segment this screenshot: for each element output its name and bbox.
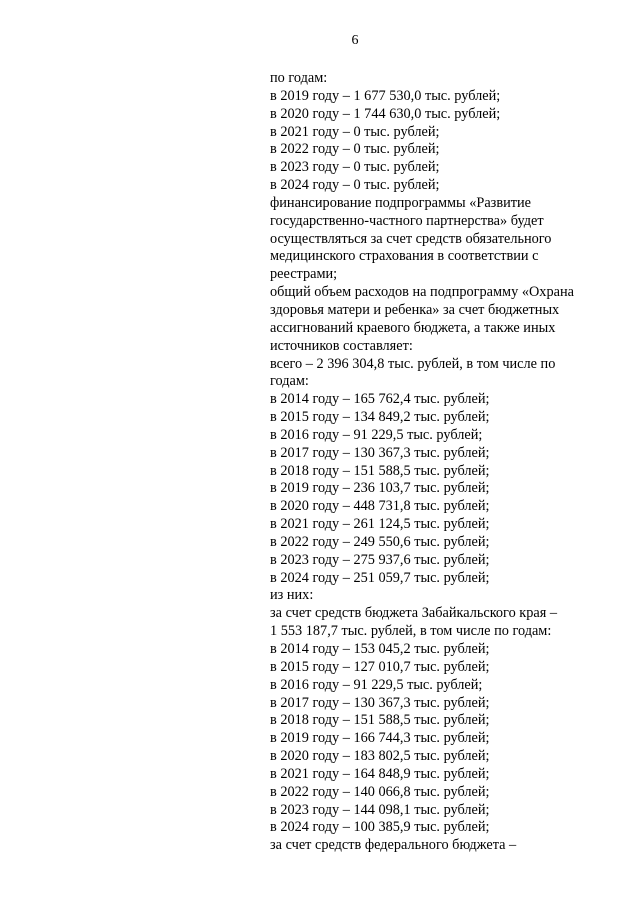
text-line: в 2016 году – 91 229,5 тыс. рублей; <box>270 676 483 693</box>
text-line: в 2015 году – 127 010,7 тыс. рублей; <box>270 658 490 675</box>
text-line: всего – 2 396 304,8 тыс. рублей, в том числе по <box>270 355 556 372</box>
text-line: государственно-частного партнерства» будет <box>270 212 544 229</box>
text-line: в 2022 году – 0 тыс. рублей; <box>270 141 440 158</box>
text-line: по годам: <box>270 70 328 86</box>
text-line: за счет средств федерального бюджета – <box>270 837 517 854</box>
page-number: 6 <box>351 33 359 48</box>
text-line: 1 553 187,7 тыс. рублей, в том числе по годам: <box>270 623 552 640</box>
text-line: в 2020 году – 448 731,8 тыс. рублей; <box>270 498 490 515</box>
text-line: в 2019 году – 236 103,7 тыс. рублей; <box>270 480 490 497</box>
text-line: в 2018 году – 151 588,5 тыс. рублей; <box>270 712 490 729</box>
text-line: ассигнований краевого бюджета, а также иных <box>270 319 556 336</box>
text-line: в 2023 году – 0 тыс. рублей; <box>270 159 440 176</box>
text-line: из них: <box>270 587 314 604</box>
text-line: в 2019 году – 1 677 530,0 тыс. рублей; <box>270 87 501 104</box>
text-line: осуществляться за счет средств обязательного <box>270 230 552 247</box>
text-line: в 2021 году – 0 тыс. рублей; <box>270 123 440 140</box>
document-body <box>270 70 590 855</box>
text-line: общий объем расходов на подпрограмму «Охрана <box>270 284 574 301</box>
text-line: источников составляет: <box>270 337 413 354</box>
text-line: за счет средств бюджета Забайкальского края – <box>270 605 558 622</box>
text-line: в 2024 году – 100 385,9 тыс. рублей; <box>270 819 490 836</box>
text-line: финансирование подпрограммы «Развитие <box>270 194 531 211</box>
text-line: здоровья матери и ребенка» за счет бюджетных <box>270 301 560 318</box>
text-line: в 2022 году – 140 066,8 тыс. рублей; <box>270 783 490 800</box>
text-line: в 2021 году – 261 124,5 тыс. рублей; <box>270 516 490 533</box>
text-line: годам: <box>270 373 309 390</box>
text-line: в 2020 году – 183 802,5 тыс. рублей; <box>270 748 490 765</box>
text-line: в 2020 году – 1 744 630,0 тыс. рублей; <box>270 105 501 122</box>
text-line: в 2014 году – 165 762,4 тыс. рублей; <box>270 391 490 408</box>
text-line: в 2017 году – 130 367,3 тыс. рублей; <box>270 444 490 461</box>
text-line: в 2018 году – 151 588,5 тыс. рублей; <box>270 462 490 479</box>
text-line: в 2022 году – 249 550,6 тыс. рублей; <box>270 533 490 550</box>
text-line: в 2019 году – 166 744,3 тыс. рублей; <box>270 730 490 747</box>
text-line: в 2017 году – 130 367,3 тыс. рублей; <box>270 694 490 711</box>
text-line: медицинского страхования в соответствии с <box>270 248 539 265</box>
text-line: в 2023 году – 275 937,6 тыс. рублей; <box>270 551 490 568</box>
text-line: реестрами; <box>270 266 338 283</box>
text-line: в 2024 году – 0 тыс. рублей; <box>270 177 440 194</box>
text-line: в 2024 году – 251 059,7 тыс. рублей; <box>270 569 490 586</box>
text-line: в 2023 году – 144 098,1 тыс. рублей; <box>270 801 490 818</box>
text-line: в 2015 году – 134 849,2 тыс. рублей; <box>270 409 490 426</box>
text-line: в 2021 году – 164 848,9 тыс. рублей; <box>270 765 490 782</box>
text-line: в 2014 году – 153 045,2 тыс. рублей; <box>270 641 490 657</box>
text-line: в 2016 году – 91 229,5 тыс. рублей; <box>270 426 483 443</box>
